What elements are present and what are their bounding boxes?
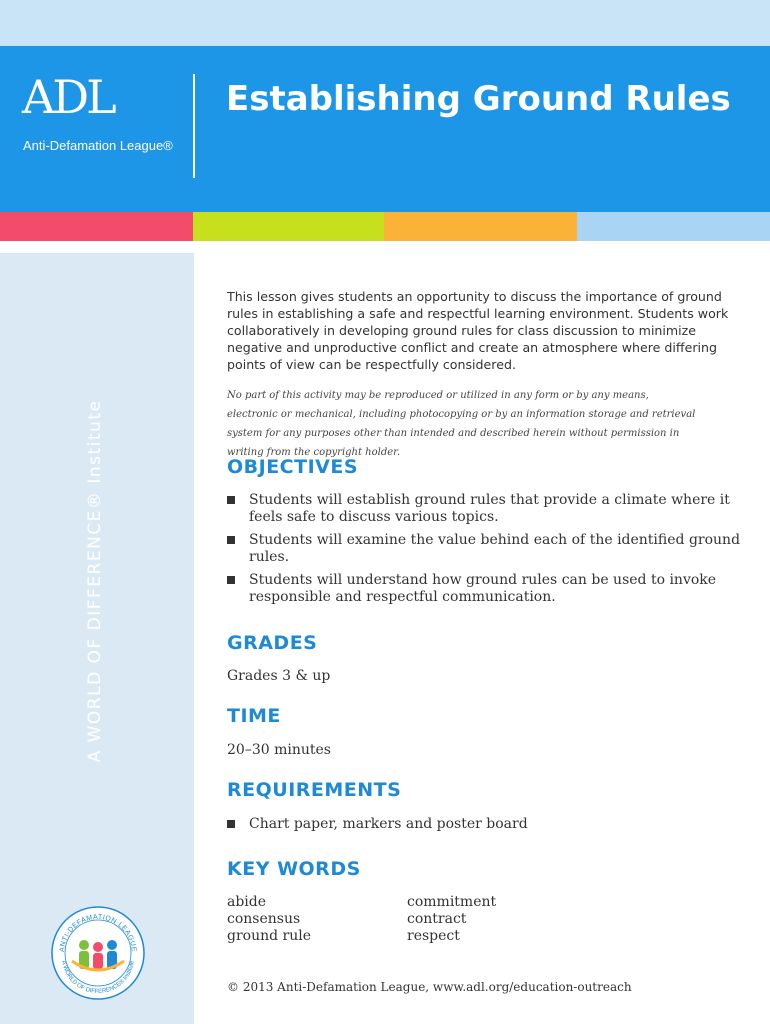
- header-divider: [193, 74, 195, 178]
- objective-text: Students will examine the value behind each of the identified ground rules.: [249, 532, 741, 565]
- bullet-square-icon: [227, 496, 235, 504]
- key-word: ground rule: [227, 928, 311, 944]
- grades-value: Grades 3 & up: [227, 668, 331, 684]
- intro-paragraph: This lesson gives students an opportunity to discuss the importance of ground rules in establishing a safe and respectful learning environment. Students work collaboratively in developing ground rules for class discussion to minimize negative and unproductive conflict and create an atmosphere where differing points of view can be respectfully considered.: [227, 289, 729, 372]
- adl-logo: [22, 70, 192, 184]
- copyright-notice: No part of this activity may be reproduced or utilized in any form or by any means, electronic or mechanical, including photocopying or by an information storage and retrieval system for any purposes other than intended and described herein without permission in writing from the copyright holder.: [227, 390, 696, 458]
- bullet-square-icon: [227, 576, 235, 584]
- key-word: contract: [407, 911, 467, 927]
- awod-seal-icon: [50, 905, 146, 1001]
- objectives-heading: OBJECTIVES: [227, 456, 359, 478]
- time-value: 20–30 minutes: [227, 742, 331, 758]
- page-title: Establishing Ground Rules: [226, 79, 731, 119]
- seal-text-bottom: A WORLD OF DIFFERENCE® Institute: [60, 960, 136, 996]
- logo-mark: ADL: [22, 70, 114, 124]
- key-word: commitment: [407, 894, 497, 910]
- bullet-square-icon: [227, 820, 235, 828]
- requirement-text: Chart paper, markers and poster board: [249, 816, 528, 832]
- color-bars: [0, 212, 770, 241]
- key-word: respect: [407, 928, 460, 944]
- list-item: [227, 816, 747, 833]
- objectives-list: [227, 492, 747, 612]
- time-heading: TIME: [227, 705, 281, 727]
- color-bar-pink: [0, 212, 193, 241]
- key-words-column-1: [227, 894, 397, 945]
- list-item: [227, 532, 747, 566]
- requirements-list: [227, 816, 747, 839]
- key-words-column-2: [407, 894, 577, 945]
- logo-subtitle: Anti-Defamation League®: [23, 138, 173, 153]
- list-item: [227, 572, 747, 606]
- list-item: [227, 492, 747, 526]
- grades-heading: GRADES: [227, 632, 318, 654]
- key-word: abide: [227, 894, 267, 910]
- key-words-heading: KEY WORDS: [227, 858, 361, 880]
- top-strip: [0, 0, 770, 46]
- objective-text: Students will establish ground rules that provide a climate where it feels safe to discuss various topics.: [249, 492, 730, 525]
- header-banner: [0, 46, 770, 212]
- sidebar-vertical-text: A WORLD OF DIFFERENCE® Institute: [85, 399, 105, 763]
- seal-text-top: ANTI-DEFAMATION LEAGUE: [58, 913, 138, 953]
- key-word: consensus: [227, 911, 301, 927]
- requirements-heading: REQUIREMENTS: [227, 779, 402, 801]
- footer-copyright: © 2013 Anti-Defamation League, www.adl.org/education-outreach: [227, 980, 632, 994]
- color-bar-orange: [384, 212, 577, 241]
- color-bar-green: [193, 212, 384, 241]
- bullet-square-icon: [227, 536, 235, 544]
- color-bar-lightblue: [577, 212, 770, 241]
- objective-text: Students will understand how ground rules can be used to invoke responsible and respectful communication.: [249, 572, 717, 605]
